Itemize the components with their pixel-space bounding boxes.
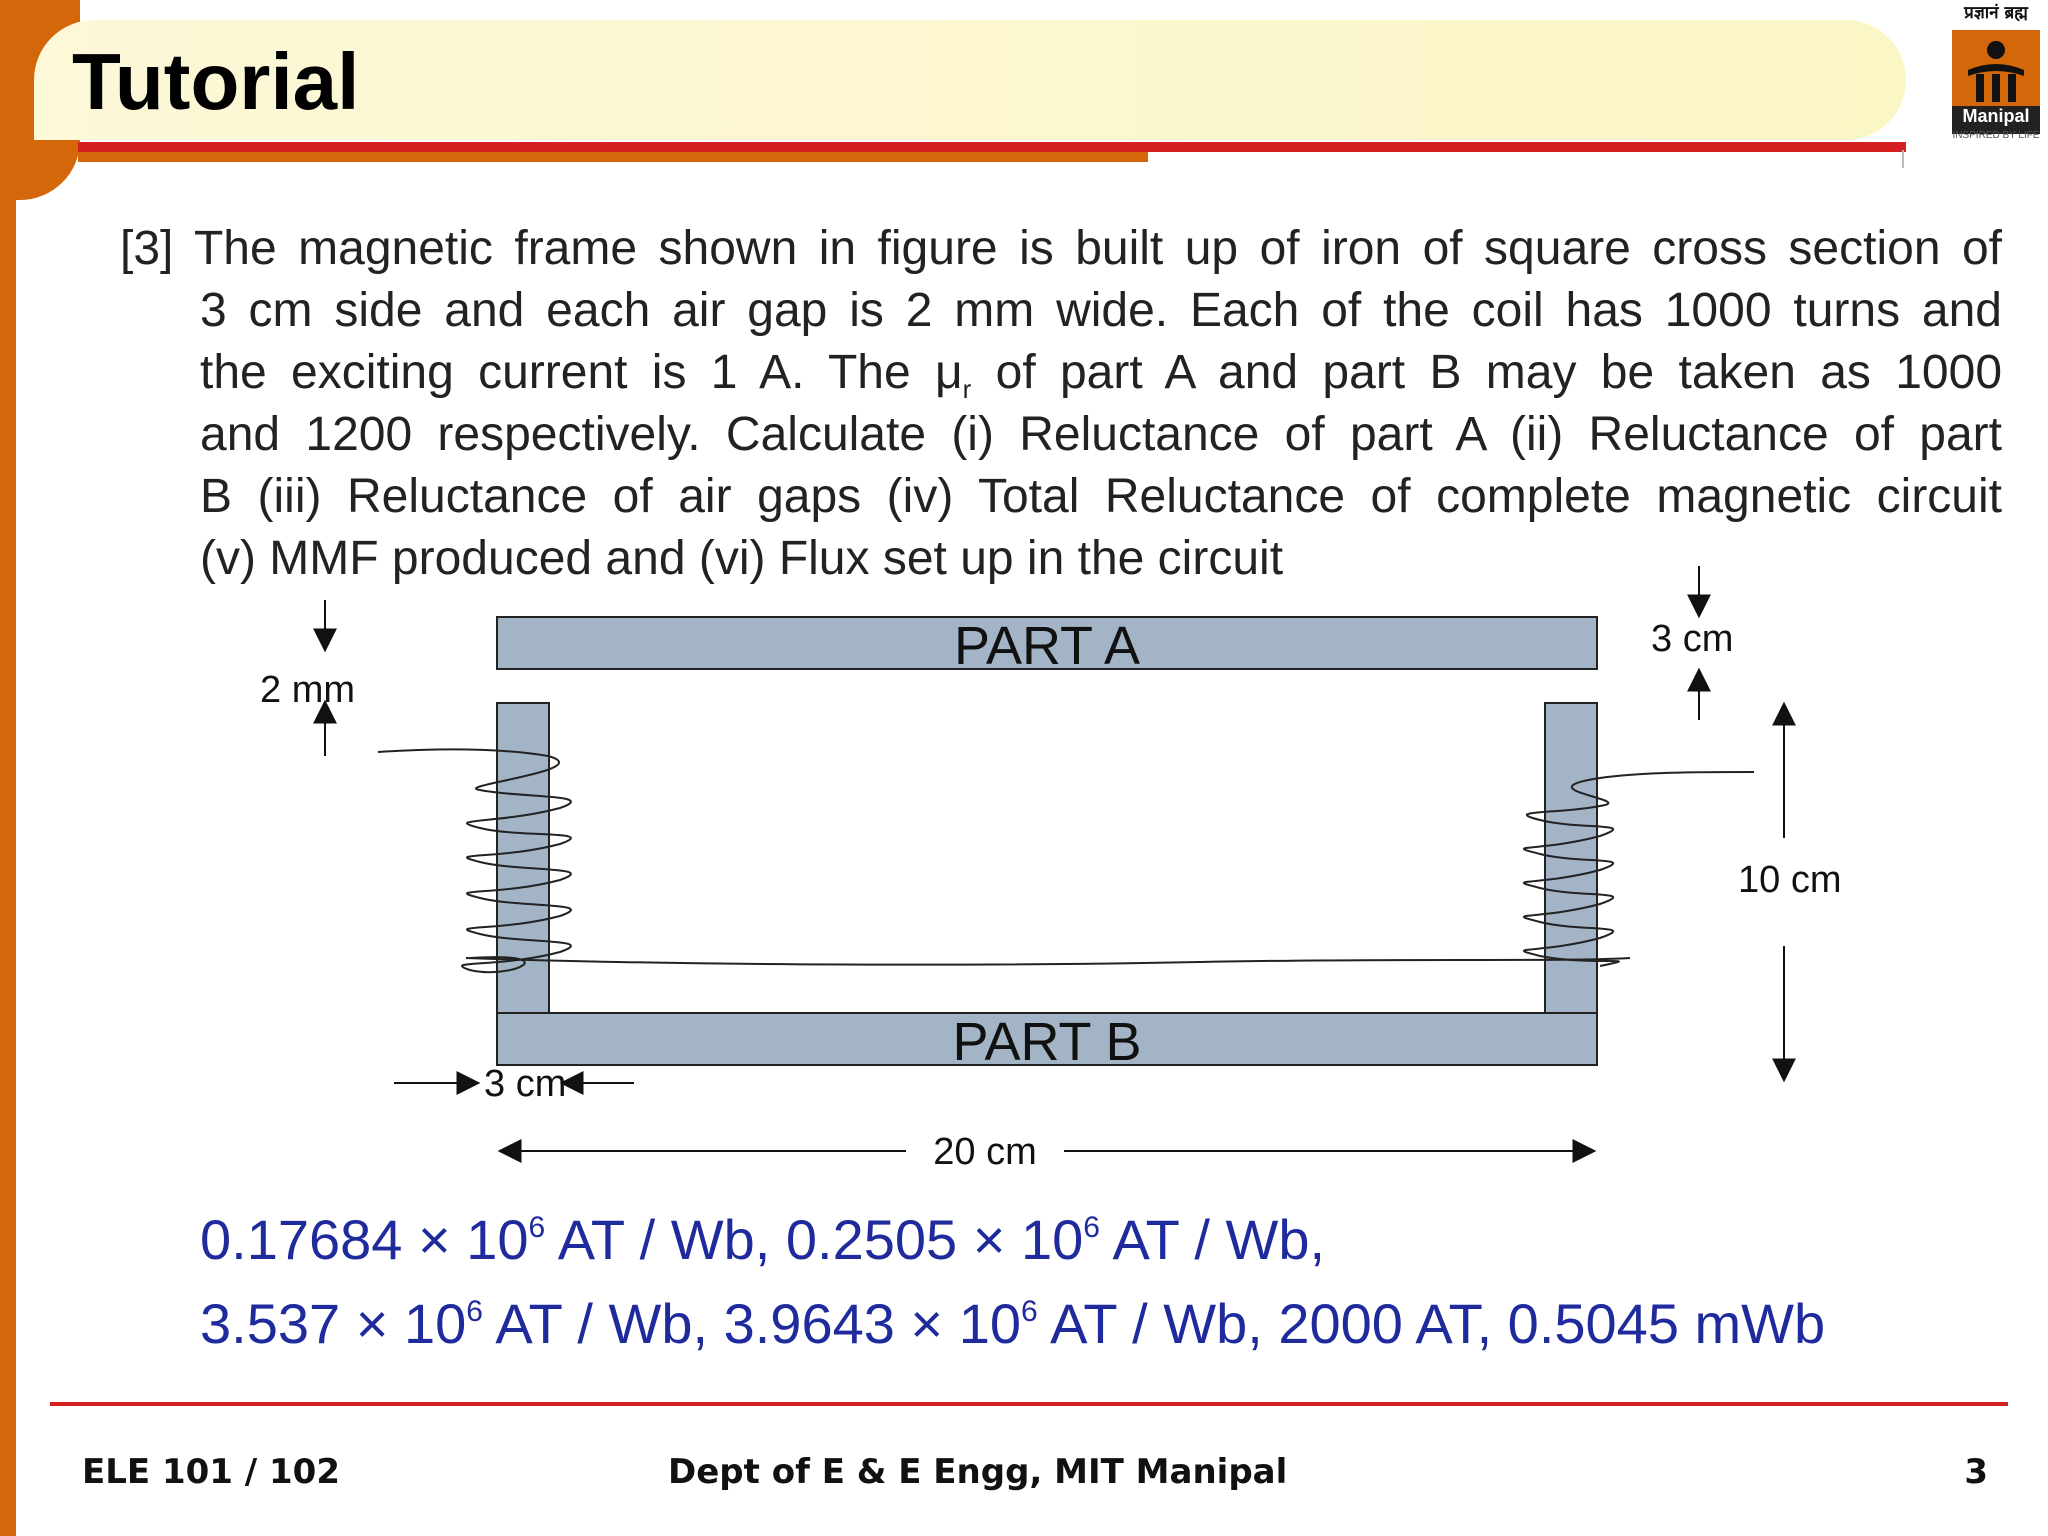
answer-text: AT / Wb, 3.9643 × 10 [482,1292,1021,1355]
part-b-label: PART B [952,1012,1142,1072]
answer-text: AT / Wb, 0.2505 × 10 [545,1208,1084,1271]
problem-text: the exciting current is 1 A. The μ [200,346,963,399]
logo-name: Manipal [1962,106,2030,126]
answer-exponent: 6 [466,1295,483,1328]
problem-line: (v) MMF produced and (vi) Flux set up in the circuit [200,532,1284,585]
answer-exponent: 6 [1020,1295,1038,1328]
thickness-top-label: 3 cm [1651,618,1734,660]
coil-connecting-wire [466,958,1630,965]
logo-tagline: INSPIRED BY LIFE [1952,130,2040,141]
problem-line: B (iii) Reluctance of air gaps (iv) Total Reluctance of complete magnetic circuit [200,470,2002,523]
answer-line [200,1198,2000,1282]
logo-motto: प्रज्ञानं ब्रह्म [1964,3,2028,23]
height-dimension-label: 10 cm [1738,859,1842,901]
footer-course-code: ELE 101 / 102 [82,1452,340,1492]
left-limb [497,703,549,1013]
answers [200,1198,2000,1366]
problem-line: 3 cm side and each air gap is 2 mm wide. Each of the coil has 1000 turns and [200,284,2002,337]
gap-dimension-label: 2 mm [260,669,355,711]
answer-exponent: 6 [1083,1211,1100,1244]
width-dimension-label: 20 cm [933,1131,1037,1173]
problem-line: [3] The magnetic frame shown in figure is built up of iron of square cross section of [120,222,2002,275]
problem-text: of part A and part B may be taken as 1000 [971,346,2003,399]
answer-text: AT / Wb, 2000 AT, 0.5045 mWb [1037,1292,1826,1355]
subscript-r: r [962,374,972,404]
slide-title: Tutorial [72,37,360,126]
problem-line: and 1200 respectively. Calculate (i) Reluctance of part A (ii) Reluctance of part [200,408,2002,461]
part-a-label: PART A [953,616,1141,676]
footer-page-number: 3 [1964,1452,1988,1492]
footer-department: Dept of E & E Engg, MIT Manipal [668,1452,1288,1492]
answer-exponent: 6 [528,1211,546,1244]
answer-text: 0.17684 × 10 [200,1208,529,1271]
answer-line [200,1282,2000,1366]
thickness-bottom-label: 3 cm [484,1063,567,1105]
footer-rule [50,1402,2008,1406]
answer-text: AT / Wb, [1099,1208,1326,1271]
answer-text: 3.537 × 10 [200,1292,467,1355]
